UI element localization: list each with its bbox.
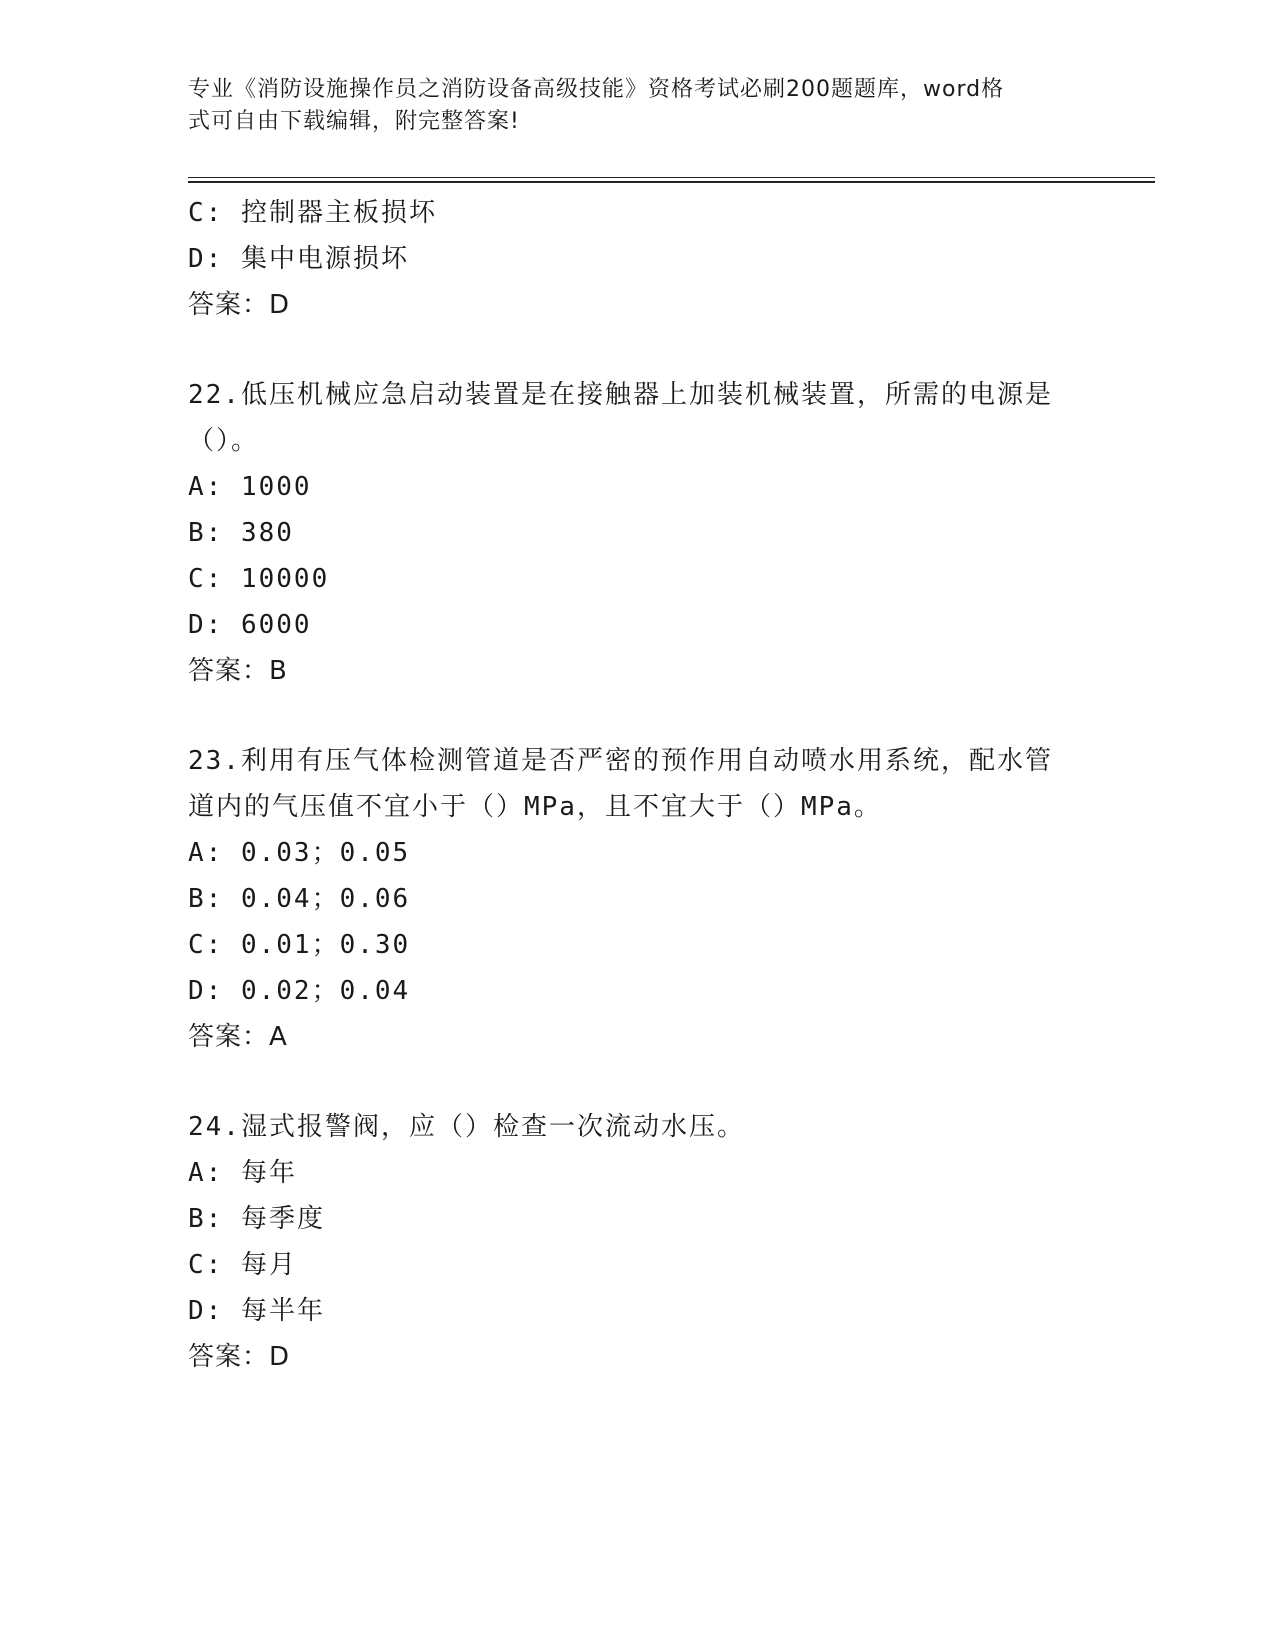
option-a: A: 每年 [188, 1158, 297, 1188]
header-divider-thin [188, 177, 1155, 178]
option-b: B: 380 [188, 518, 294, 548]
question-block-24 [188, 1104, 1088, 1380]
spacer [188, 328, 1088, 372]
question-list [188, 190, 1088, 1380]
spacer [188, 1060, 1088, 1104]
spacer [188, 694, 1088, 738]
option-d: D: 集中电源损坏 [188, 244, 409, 274]
header-intro-line-2: 式可自由下载编辑，附完整答案! [188, 109, 520, 134]
answer-line: 答案：D [188, 290, 291, 320]
document-header [188, 74, 1068, 138]
option-c: C: 10000 [188, 564, 330, 594]
question-stem-line-2: （）。 [188, 426, 260, 456]
header-divider-thick [188, 181, 1155, 183]
question-block-22 [188, 372, 1088, 694]
option-a: A: 1000 [188, 472, 312, 502]
option-c: C: 0.01；0.30 [188, 930, 411, 960]
question-stem-line-1: 23.利用有压气体检测管道是否严密的预作用自动喷水用系统，配水管 [188, 746, 1053, 776]
option-c: C: 控制器主板损坏 [188, 198, 437, 228]
answer-line: 答案：D [188, 1342, 291, 1372]
answer-line: 答案：A [188, 1022, 288, 1052]
answer-line: 答案：B [188, 656, 288, 686]
question-block-prev [188, 190, 1088, 328]
question-stem-line-2: 道内的气压值不宜小于（）MPa，且不宜大于（）MPa。 [188, 792, 882, 822]
option-d: D: 6000 [188, 610, 312, 640]
question-block-23 [188, 738, 1088, 1060]
question-stem-line-1: 22.低压机械应急启动装置是在接触器上加装机械装置，所需的电源是 [188, 380, 1053, 410]
option-d: D: 每半年 [188, 1296, 325, 1326]
option-d: D: 0.02；0.04 [188, 976, 411, 1006]
option-b: B: 每季度 [188, 1204, 325, 1234]
header-intro-line-1: 专业《消防设施操作员之消防设备高级技能》资格考试必刷200题题库，word格 [188, 77, 1005, 102]
option-c: C: 每月 [188, 1250, 297, 1280]
question-stem-line-1: 24.湿式报警阀，应（）检查一次流动水压。 [188, 1112, 745, 1142]
option-b: B: 0.04；0.06 [188, 884, 411, 914]
option-a: A: 0.03；0.05 [188, 838, 411, 868]
